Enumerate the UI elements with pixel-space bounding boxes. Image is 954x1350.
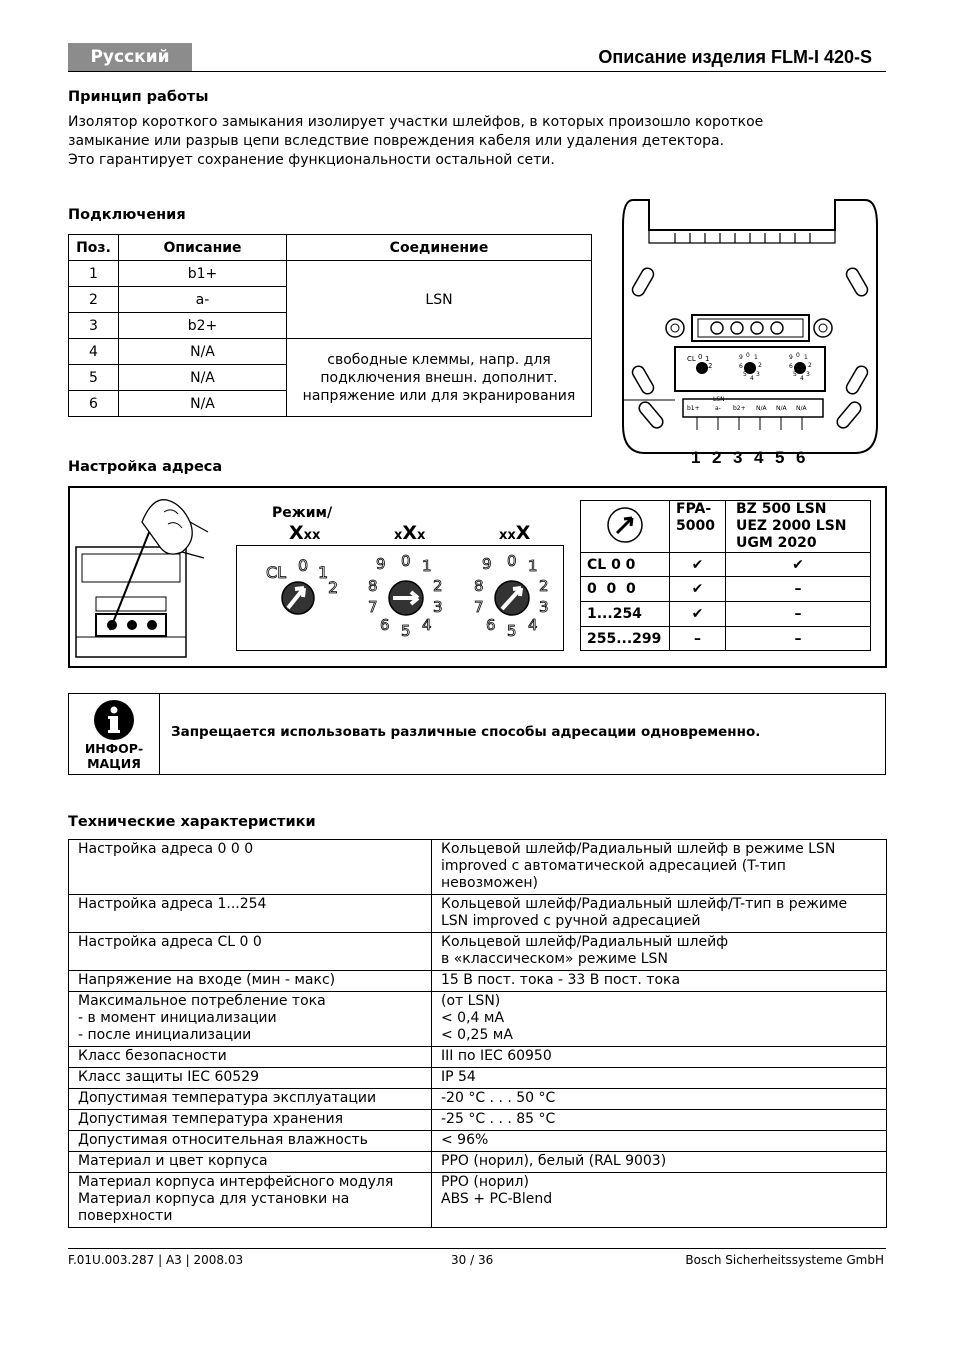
svg-text:a-: a- bbox=[715, 405, 721, 412]
spec-line: невозможен) bbox=[441, 875, 538, 891]
table-row bbox=[69, 1047, 887, 1068]
spec-value bbox=[432, 971, 887, 992]
mode-label: Режим/ bbox=[272, 505, 333, 521]
svg-text:1: 1 bbox=[528, 557, 538, 575]
spec-line: Допустимая температура хранения bbox=[78, 1111, 344, 1127]
table-row bbox=[69, 971, 887, 992]
dial-left-label: 0 bbox=[298, 556, 309, 575]
sw-label: 0 bbox=[698, 353, 703, 361]
spec-value bbox=[432, 1047, 887, 1068]
svg-text:3: 3 bbox=[733, 448, 743, 467]
fpa-dial-icon-cell bbox=[581, 501, 670, 553]
footer-doc-id: F.01U.003.287 | A3 | 2008.03 bbox=[68, 1253, 244, 1267]
page-title: Описание изделия FLM-I 420-S bbox=[598, 47, 872, 67]
cell-pos: 1 bbox=[69, 261, 119, 287]
spec-line: Настройка адреса 0 0 0 bbox=[78, 841, 254, 857]
bz-col-header: BZ 500 LSN UEZ 2000 LSN UGM 2020 bbox=[726, 501, 871, 553]
spec-value bbox=[432, 1173, 887, 1228]
info-icon bbox=[93, 699, 135, 741]
notice-label: ИНФОР- МАЦИЯ bbox=[84, 741, 144, 771]
free-line: свободные клеммы, напр. для bbox=[327, 351, 551, 368]
principle-line: замыкание или разрыв цепи вследствие повреждения кабеля или удаления детектора. bbox=[68, 133, 725, 149]
cell-desc: b2+ bbox=[119, 313, 287, 339]
table-row bbox=[69, 992, 887, 1047]
table-row bbox=[69, 840, 887, 895]
cell-desc: b1+ bbox=[119, 261, 287, 287]
cell-pos: 6 bbox=[69, 391, 119, 417]
dial-arrow-icon bbox=[605, 505, 645, 545]
notice-divider bbox=[159, 693, 160, 774]
svg-text:8: 8 bbox=[368, 577, 378, 595]
svg-text:2: 2 bbox=[433, 577, 443, 595]
row-label: 255...299 bbox=[581, 627, 670, 651]
cell-pos: 4 bbox=[69, 339, 119, 365]
cell-lsn: LSN bbox=[287, 261, 592, 339]
svg-text:b1+: b1+ bbox=[687, 405, 700, 412]
svg-text:4: 4 bbox=[750, 375, 754, 382]
check-cell: ✔ bbox=[726, 553, 871, 577]
spec-line: Класс безопасности bbox=[78, 1048, 227, 1064]
spec-line: < 0,25 мА bbox=[441, 1027, 513, 1043]
spec-line: < 0,4 мА bbox=[441, 1010, 505, 1026]
spec-line: Настройка адреса 1...254 bbox=[78, 896, 267, 912]
svg-text:6: 6 bbox=[486, 616, 496, 634]
sw-label: 1 bbox=[705, 355, 710, 363]
cell-desc: N/A bbox=[119, 365, 287, 391]
header-rule bbox=[68, 71, 886, 72]
free-line: напряжение или для экранирования bbox=[302, 387, 576, 404]
table-row bbox=[69, 261, 592, 287]
spec-line: (от LSN) bbox=[441, 993, 501, 1009]
spec-parameter bbox=[69, 1068, 432, 1089]
svg-text:5: 5 bbox=[507, 622, 517, 640]
cell-free-terminals bbox=[287, 339, 592, 417]
fpa-header-row bbox=[581, 501, 871, 553]
svg-text:0: 0 bbox=[796, 352, 800, 359]
spec-line: IP 54 bbox=[441, 1069, 476, 1085]
free-line: подключения внешн. дополнит. bbox=[320, 369, 558, 386]
check-cell: – bbox=[670, 627, 726, 651]
spec-parameter bbox=[69, 1047, 432, 1068]
row-label: 1...254 bbox=[581, 602, 670, 627]
svg-text:5: 5 bbox=[775, 448, 785, 467]
col-header: Описание bbox=[119, 235, 287, 261]
spec-line: improved с автоматической адресацией (T-тип bbox=[441, 858, 786, 874]
svg-text:5: 5 bbox=[743, 371, 747, 378]
table-header-row bbox=[69, 235, 592, 261]
spec-value bbox=[432, 895, 887, 933]
col-header: Соединение bbox=[287, 235, 592, 261]
svg-text:5: 5 bbox=[401, 622, 411, 640]
table-row bbox=[69, 1173, 887, 1228]
table-row bbox=[69, 895, 887, 933]
spec-line: Кольцевой шлейф/Радиальный шлейф bbox=[441, 934, 729, 950]
spec-line: Максимальное потребление тока bbox=[78, 993, 326, 1009]
check-cell: ✔ bbox=[670, 553, 726, 577]
dial-left-label: CL bbox=[266, 563, 287, 582]
svg-text:8: 8 bbox=[474, 577, 484, 595]
spec-parameter bbox=[69, 895, 432, 933]
principle-text bbox=[68, 113, 763, 170]
table-row bbox=[69, 1068, 887, 1089]
svg-text:6: 6 bbox=[739, 363, 743, 370]
fpa-col-header: FPA- 5000 bbox=[670, 501, 726, 553]
spec-line: Допустимая температура эксплуатации bbox=[78, 1090, 377, 1106]
spec-parameter bbox=[69, 971, 432, 992]
terminal-numbers bbox=[691, 448, 805, 467]
dial-left-label: 1 bbox=[318, 563, 329, 582]
svg-text:4: 4 bbox=[422, 616, 432, 634]
table-row bbox=[581, 577, 871, 602]
check-cell: ✔ bbox=[670, 577, 726, 602]
spec-line: ABS + PC-Blend bbox=[441, 1191, 553, 1207]
col-header: Поз. bbox=[69, 235, 119, 261]
svg-text:1: 1 bbox=[422, 557, 432, 575]
svg-text:9: 9 bbox=[482, 555, 492, 573]
svg-text:7: 7 bbox=[474, 598, 484, 616]
spec-line: Кольцевой шлейф/Радиальный шлейф в режиме LSN bbox=[441, 841, 836, 857]
row-label: 0 0 0 bbox=[581, 577, 670, 602]
fpa-table bbox=[580, 500, 871, 651]
table-row bbox=[69, 1152, 887, 1173]
rotary-switches bbox=[236, 545, 564, 651]
language-tab: Русский bbox=[68, 43, 192, 71]
cell-pos: 2 bbox=[69, 287, 119, 313]
spec-line: Материал корпуса интерфейсного модуля bbox=[78, 1174, 394, 1190]
spec-line: 15 В пост. тока - 33 В пост. тока bbox=[441, 972, 681, 988]
digit-label-units: xxX bbox=[499, 522, 531, 544]
spec-value bbox=[432, 1089, 887, 1110]
top-terminals bbox=[675, 233, 810, 243]
spec-parameter bbox=[69, 840, 432, 895]
svg-text:2: 2 bbox=[758, 362, 762, 369]
svg-text:9: 9 bbox=[376, 555, 386, 573]
principle-line: Изолятор короткого замыкания изолирует участки шлейфов, в которых произошло короткое bbox=[68, 114, 764, 130]
table-row bbox=[69, 1089, 887, 1110]
spec-line: Класс защиты IEC 60529 bbox=[78, 1069, 260, 1085]
svg-text:6: 6 bbox=[380, 616, 390, 634]
spec-value bbox=[432, 840, 887, 895]
check-cell: – bbox=[726, 627, 871, 651]
svg-text:4: 4 bbox=[754, 448, 764, 467]
spec-line: Настройка адреса CL 0 0 bbox=[78, 934, 262, 950]
spec-parameter bbox=[69, 1131, 432, 1152]
spec-value bbox=[432, 992, 887, 1047]
svg-text:1: 1 bbox=[754, 354, 758, 361]
sw-label: 2 bbox=[708, 362, 713, 370]
footer-company: Bosch Sicherheitssysteme GmbH bbox=[685, 1253, 884, 1267]
connections-table bbox=[68, 234, 592, 417]
svg-text:1: 1 bbox=[804, 354, 808, 361]
notice-text: Запрещается использовать различные способы адресации одновременно. bbox=[171, 724, 761, 740]
spec-line: Допустимая относительная влажность bbox=[78, 1132, 368, 1148]
spec-line: III по IEC 60950 bbox=[441, 1048, 552, 1064]
svg-text:N/A: N/A bbox=[776, 405, 787, 412]
address-heading: Настройка адреса bbox=[68, 459, 223, 475]
principle-heading: Принцип работы bbox=[68, 89, 209, 105]
spec-parameter bbox=[69, 992, 432, 1047]
svg-text:3: 3 bbox=[433, 598, 443, 616]
spec-parameter bbox=[69, 933, 432, 971]
spec-line: Напряжение на входе (мин - макс) bbox=[78, 972, 336, 988]
svg-text:4: 4 bbox=[528, 616, 538, 634]
cell-desc: N/A bbox=[119, 339, 287, 365]
svg-text:N/A: N/A bbox=[756, 405, 767, 412]
svg-text:2: 2 bbox=[539, 577, 549, 595]
table-row bbox=[69, 339, 592, 365]
svg-text:0: 0 bbox=[507, 552, 517, 570]
svg-text:9: 9 bbox=[739, 354, 743, 361]
digit-label-hundreds: Xxx bbox=[289, 522, 321, 544]
spec-parameter bbox=[69, 1173, 432, 1228]
dial-left-label: 2 bbox=[328, 578, 339, 597]
table-row bbox=[581, 627, 871, 651]
spec-line: < 96% bbox=[441, 1132, 489, 1148]
spec-line: в «классическом» режиме LSN bbox=[441, 951, 668, 967]
svg-text:N/A: N/A bbox=[796, 405, 807, 412]
connections-heading: Подключения bbox=[68, 207, 186, 223]
svg-text:9: 9 bbox=[789, 354, 793, 361]
svg-text:3: 3 bbox=[539, 598, 549, 616]
svg-text:2: 2 bbox=[808, 362, 812, 369]
cell-pos: 5 bbox=[69, 365, 119, 391]
device-diagram bbox=[615, 195, 885, 470]
table-row bbox=[69, 1110, 887, 1131]
spec-line: - после инициализации bbox=[78, 1027, 252, 1043]
svg-text:6: 6 bbox=[796, 448, 806, 467]
spec-value bbox=[432, 1152, 887, 1173]
spec-line: Материал и цвет корпуса bbox=[78, 1153, 268, 1169]
cell-desc: a- bbox=[119, 287, 287, 313]
footer-page-number: 30 / 36 bbox=[451, 1253, 494, 1267]
svg-text:0: 0 bbox=[746, 352, 750, 359]
check-cell: – bbox=[726, 577, 871, 602]
digit-label-tens: xXx bbox=[394, 522, 426, 544]
svg-text:0: 0 bbox=[401, 552, 411, 570]
spec-line: поверхности bbox=[78, 1208, 173, 1224]
spec-line: Кольцевой шлейф/Радиальный шлейф/T-тип в режиме bbox=[441, 896, 848, 912]
svg-text:1: 1 bbox=[691, 448, 701, 467]
svg-text:3: 3 bbox=[756, 371, 760, 378]
spec-value bbox=[432, 1110, 887, 1131]
terminal-leads bbox=[697, 417, 802, 430]
spec-parameter bbox=[69, 1110, 432, 1131]
spec-parameter bbox=[69, 1089, 432, 1110]
terminal-labels bbox=[687, 405, 808, 412]
check-cell: ✔ bbox=[670, 602, 726, 627]
spec-line: -25 °C . . . 85 °C bbox=[441, 1111, 556, 1127]
table-row bbox=[69, 933, 887, 971]
footer-rule bbox=[68, 1248, 886, 1249]
spec-value bbox=[432, 933, 887, 971]
specs-table bbox=[68, 839, 887, 1228]
check-cell: – bbox=[726, 602, 871, 627]
spec-value bbox=[432, 1131, 887, 1152]
specs-heading: Технические характеристики bbox=[68, 814, 316, 830]
svg-text:CL: CL bbox=[687, 355, 696, 363]
spec-parameter bbox=[69, 1152, 432, 1173]
svg-text:4: 4 bbox=[800, 375, 804, 382]
svg-text:5: 5 bbox=[793, 371, 797, 378]
spec-line: LSN improved с ручной адресацией bbox=[441, 913, 701, 929]
spec-line: -20 °C . . . 50 °C bbox=[441, 1090, 556, 1106]
screwdriver-illustration bbox=[72, 492, 212, 662]
svg-text:2: 2 bbox=[712, 448, 722, 467]
principle-line: Это гарантирует сохранение функциональности остальной сети. bbox=[68, 152, 555, 168]
svg-text:b2+: b2+ bbox=[733, 405, 746, 412]
spec-line: Материал корпуса для установки на bbox=[78, 1191, 350, 1207]
svg-text:7: 7 bbox=[368, 598, 378, 616]
spec-line: - в момент инициализации bbox=[78, 1010, 277, 1026]
svg-text:3: 3 bbox=[806, 371, 810, 378]
cell-desc: N/A bbox=[119, 391, 287, 417]
table-row bbox=[69, 1131, 887, 1152]
spec-line: PPO (норил), белый (RAL 9003) bbox=[441, 1153, 667, 1169]
table-row bbox=[581, 553, 871, 577]
row-label: CL 0 0 bbox=[581, 553, 670, 577]
lsn-label: LSN bbox=[713, 396, 725, 403]
mount-slots bbox=[630, 266, 869, 430]
table-row bbox=[581, 602, 871, 627]
svg-text:6: 6 bbox=[789, 363, 793, 370]
cell-pos: 3 bbox=[69, 313, 119, 339]
spec-value bbox=[432, 1068, 887, 1089]
spec-line: PPO (норил) bbox=[441, 1174, 529, 1190]
